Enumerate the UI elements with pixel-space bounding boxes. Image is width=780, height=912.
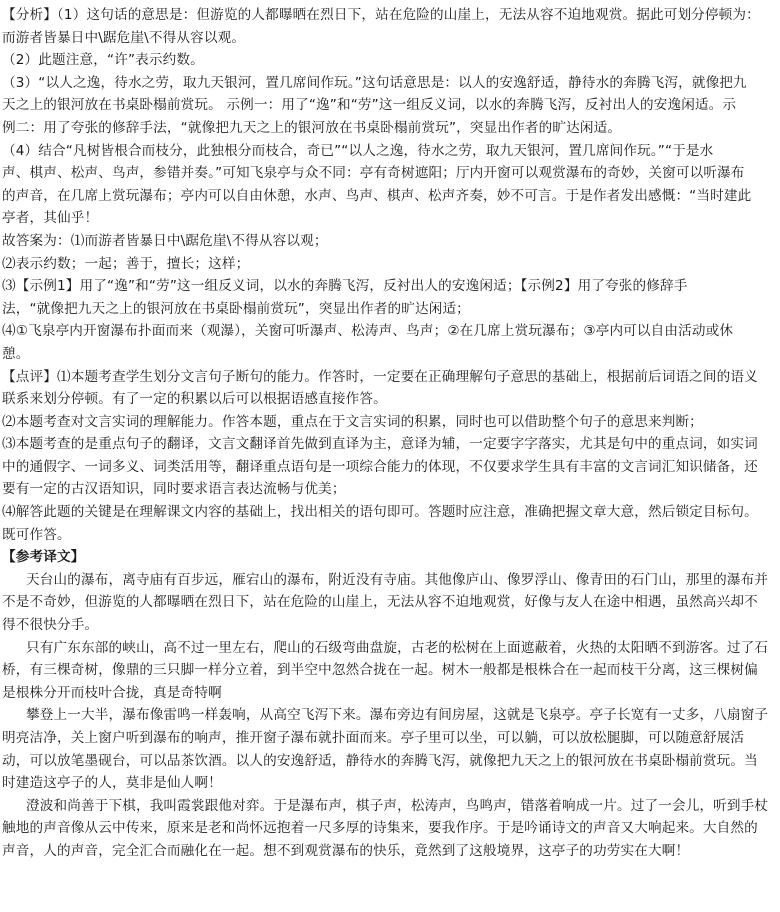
comment-line: 中的通假字、一词多义、词类活用等，翻译重点语句是一项综合能力的体现，不仅要求学生具有丰富的文言词汇知识储备，还 — [2, 458, 758, 475]
analysis-line: （2）此题注意，“许”表示约数。 — [2, 52, 204, 69]
comment-line: 【点评】⑴本题考查学生划分文言句子断句的能力。作答时，一定要在正确理解句子意思的基础上，根据前后词语之间的语义 — [2, 368, 758, 385]
translation-line: 不是不奇妙，但游览的人都曝晒在烈日下，站在危险的山崖上，无法从容不迫地观赏，好像与友人在途中相遇，虽然高兴却不 — [2, 594, 758, 611]
comment-section — [2, 366, 776, 547]
translation-line: 得不很快分手。 — [2, 617, 99, 634]
analysis-line: （3）“以人之逸，待水之劳，取九天银河，置几席间作玩。”这句话意思是：以人的安逸舒适，静待水的奔腾飞泻，就像把九 — [2, 74, 747, 91]
translation-line: 时建造这亭子的人，莫非是仙人啊！ — [2, 775, 222, 792]
answer-line: 法，“就像把九天之上的银河放在书桌卧榻前赏玩”，突显出作者的旷达闲适； — [2, 300, 470, 317]
translation-line: 触地的声音像从云中传来，原来是老和尚怀远抱着一尺多厚的诗集来，要我作序。于是吟诵诗文的声音又大响起来。大自然的 — [2, 820, 758, 837]
answer-section — [2, 230, 776, 366]
translation-line: 动，可以放笔墨砚台，可以品茶饮酒。以人的安逸舒适，静待水的奔腾飞泻，就像把九天之上的银河放在书桌卧榻前赏玩。当 — [2, 752, 758, 769]
translation-line: 天台山的瀑布，离寺庙有百步远，雁宕山的瀑布，附近没有寺庙。其他像庐山、像罗浮山、像青田的石门山，那里的瀑布并 — [26, 571, 769, 588]
translation-line: 是根株分开而枝叶合拢，真是奇特啊 — [2, 684, 222, 701]
answer-line: ⑵表示约数；一起；善于，擅长；这样； — [2, 255, 250, 272]
analysis-line: 而游者皆暴日中\踞危崖\不得从容以观。 — [2, 29, 246, 46]
analysis-line: 例二：用了夸张的修辞手法，“就像把九天之上的银河放在书桌卧榻前赏玩”，突显出作者的旷达闲适。 — [2, 119, 622, 136]
translation-section — [2, 546, 776, 862]
translation-line: 只有广东东部的峡山，高不过一里左右，爬山的石级弯曲盘旋，古老的松树在上面遮蔽着，火热的太阳晒不到游客。过了石 — [26, 639, 769, 656]
translation-line: 攀登上一大半，瀑布像雷鸣一样轰响，从高空飞泻下来。瀑布旁边有间房屋，这就是飞泉亭。亭子长宽有一丈多，八扇窗子 — [26, 707, 769, 724]
comment-line: ⑵本题考查对文言实词的理解能力。作答本题，重点在于文言实词的积累，同时也可以借助整个句子的意思来判断； — [2, 413, 703, 430]
translation-line: 桥，有三棵奇树，像鼎的三只脚一样分立着，到半空中忽然合拢在一起。树木一般都是根株合在一起而枝干分离，这三棵树偏 — [2, 662, 758, 679]
translation-line: 澄波和尚善于下棋，我叫霞裳跟他对弈。于是瀑布声，棋子声，松涛声，鸟鸣声，错落着响成一片。过了一会儿，听到手杖 — [26, 797, 769, 814]
analysis-section — [2, 4, 776, 230]
analysis-line: 声、棋声、松声、鸟声，参错并奏。”可知飞泉亭与众不同：亭有奇树遮阳；厅内开窗可以观赏瀑布的奇妙，关窗可以听瀑布 — [2, 165, 745, 182]
answer-line: ⑷①飞泉亭内开窗瀑布扑面而来（观瀑），关窗可听瀑声、松涛声、鸟声；②在几席上赏玩瀑布；③亭内可以自由活动或休 — [2, 323, 734, 340]
translation-heading: 【参考译文】 — [2, 549, 85, 566]
analysis-line: 天之上的银河放在书桌卧榻前赏玩。 示例一：用了“逸”和“劳”这一组反义词，以水的奔腾飞泻，反衬出人的安逸闲适。示 — [2, 97, 737, 114]
comment-line: 联系来划分停顿。有了一定的积累以后可以根据语感直接作答。 — [2, 391, 387, 408]
translation-line: 明亮洁净，关上窗户听到瀑布的响声，推开窗子瀑布就扑面而来。亭子里可以坐，可以躺，可以放松腿脚，可以随意舒展活 — [2, 730, 745, 746]
answer-line: ⑶【示例1】用了“逸”和“劳”这一组反义词，以水的奔腾飞泻，反衬出人的安逸闲适；【示例2】用了夸张的修辞手 — [2, 278, 688, 295]
analysis-line: 【分析】（1）这句话的意思是：但游览的人都曝晒在烈日下，站在危险的山崖上，无法从容不迫地观赏。据此可划分停顿为： — [2, 7, 760, 23]
comment-line: ⑶本题考查的是重点句子的翻译，文言文翻译首先做到直译为主，意译为辅，一定要字字落实，尤其是句中的重点词，如实词 — [2, 436, 758, 453]
comment-line: 既可作答。 — [2, 526, 71, 543]
answer-line: 故答案为：⑴而游者皆暴日中\踞危崖\不得从容以观； — [2, 232, 328, 249]
analysis-line: （4）结合“凡树皆根合而枝分，此独根分而枝合，奇已”“以人之逸，待水之劳，取九天银河，置几席间作玩。”“于是水 — [2, 142, 714, 159]
comment-line: ⑷解答此题的关键是在理解课文内容的基础上，找出相关的语句即可。答题时应注意，准确把握文章大意，然后锁定目标句。 — [2, 504, 758, 521]
analysis-line: 亭者，其仙乎！ — [2, 210, 99, 227]
translation-line: 声音，人的声音，完全汇合而融化在一起。想不到观赏瀑布的快乐，竟然到了这般境界，这亭子的功劳实在大啊！ — [2, 842, 690, 859]
answer-line: 憩。 — [2, 345, 30, 362]
comment-line: 要有一定的古汉语知识，同时要求语言表达流畅与优美； — [2, 481, 346, 498]
analysis-line: 的声音，在几席上赏玩瀑布；亭内可以自由休憩，水声、鸟声、棋声、松声齐奏，妙不可言。于是作者发出感慨：“当时建此 — [2, 187, 752, 204]
